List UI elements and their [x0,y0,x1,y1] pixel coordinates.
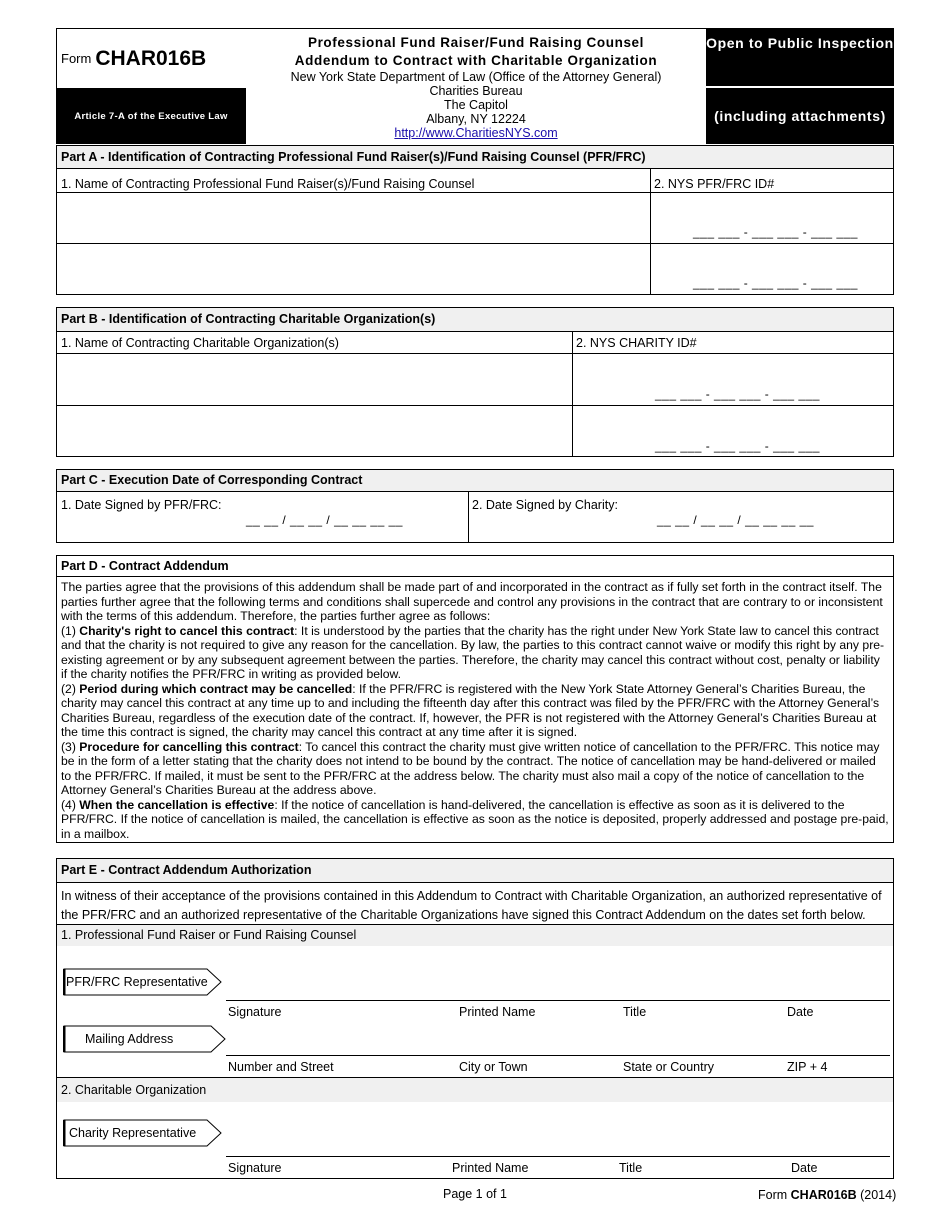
clause-2: (2) Period during which contract may be cancelled: If the PFR/FRC is registered with the New York State Attorney General’s Charities Bureau, the charity may cancel this contract at any time up to and including the fifteenth day after this contract was filed by the PFR/FRC with the Attorney General’s Charities Bureau, regardless of the execution date of the contract. If, however, the PFR is not registered with the Attorney General’s Charities Bureau at the time this contract is signed, the charity may cancel this contract at any time after it is signed. [61,681,880,739]
charity-signature-label: Signature [228,1161,282,1175]
pfr-name-field-1[interactable] [57,193,650,243]
part-b-heading: Part B - Identification of Contracting Charitable Organization(s) [57,308,893,332]
clause-4: (4) When the cancellation is effective: If the notice of cancellation is hand-delivered, the cancellation is effective as soon as it is delivered to the PFR/FRC. If the notice of cancellation is mailed, the cancellation is effective as soon as the notice is deposited, properly addressed and postage pre-paid, in a mailbox. [61,797,889,841]
pfr-name-field-2[interactable] [57,244,650,294]
charities-website-link[interactable]: http://www.CharitiesNYS.com [394,126,558,140]
part-e-heading: Part E - Contract Addendum Authorization [57,859,893,883]
form-id: CHAR016B [95,46,207,70]
svg-text:Mailing Address: Mailing Address [85,1032,174,1046]
addendum-text [57,577,893,844]
part-e-section [56,858,894,1179]
city-label: City or Town [459,1060,528,1074]
charity-representative-tag [63,1119,223,1147]
charity-name-field-1[interactable] [57,354,572,405]
charity-signature-line[interactable] [226,1156,890,1157]
part-c-heading: Part C - Execution Date of Corresponding Contract [57,470,893,492]
pfr-date-label-e: Date [787,1005,814,1019]
pfr-date-field[interactable]: __ __ / __ __ / __ __ __ __ [246,513,403,527]
open-public-label: Open to Public Inspection [706,28,894,86]
pfr-signature-label: Signature [228,1005,282,1019]
clause-1-title: Charity's right to cancel this contract [79,623,295,638]
pfr-signature-line[interactable] [226,1000,890,1001]
charity-id-field-1[interactable]: ___ ___ - ___ ___ - ___ ___ [655,387,820,401]
part-b-name-label: 1. Name of Contracting Charitable Organization(s) [61,336,339,350]
charity-date-field[interactable]: __ __ / __ __ / __ __ __ __ [657,513,814,527]
form-id-box [56,28,246,88]
part-c-section [56,469,894,543]
part-a-section [56,145,894,295]
state-label: State or Country [623,1060,715,1074]
charity-subsection-heading: 2. Charitable Organization [57,1078,893,1102]
building-name: The Capitol [444,98,508,112]
svg-text:Charity Representative: Charity Representative [69,1126,197,1140]
pfr-representative-tag [63,968,223,996]
page-number: Page 1 of 1 [443,1187,507,1201]
form-title-line1: Professional Fund Raiser/Fund Raising Counsel [307,35,645,50]
clause-1: (1) Charity's right to cancel this contract: It is understood by the parties that the charity has the right under New York State law to cancel this contract and that the charity is not required to give any reason for the cancellation. By law, the parties to this contract cannot waive or modify this right by any pre-existing agreement or by any subsequent agreement between the parties. Therefore, the charity may cancel this contract without cost, penalty or liability if the charity notifies the PFR/FRC in writing as provided below. [61,623,885,681]
charity-printed-name-label: Printed Name [452,1161,529,1175]
charity-date-label: 2. Date Signed by Charity: [472,498,618,512]
dept-name: New York State Department of Law (Office of the Attorney General) [290,70,662,84]
charity-id-field-2[interactable]: ___ ___ - ___ ___ - ___ ___ [655,439,820,453]
clause-4-title: When the cancellation is effective [79,797,275,812]
pfr-id-field-1[interactable]: ___ ___ - ___ ___ - ___ ___ [693,225,858,239]
attachments-label: (including attachments) [706,88,894,144]
form-prefix: Form [61,51,92,66]
part-a-name-label: 1. Name of Contracting Professional Fund Raiser(s)/Fund Raising Counsel [61,177,475,191]
pfr-subsection-heading: 1. Professional Fund Raiser or Fund Raising Counsel [57,925,893,946]
part-e-intro: In witness of their acceptance of the provisions contained in this Addendum to Contract with Charitable Organization, an authorized representative of the PFR/FRC and an authorized representative of the Charitable Organizations have signed this Contract Addendum on the dates set forth below. [61,889,882,922]
clause-3: (3) Procedure for cancelling this contract: To cancel this contract the charity must give written notice of cancellation to the PFR/FRC. This notice may be in the form of a letter stating that the charity does not intend to be bound by the contract. The notice of cancellation may be hand-delivered or mailed to the PFR/FRC. If mailed, it must be sent to the PFR/FRC at the address below. The charity must also mail a copy of the notice of cancellation to the Attorney General’s Charities Bureau at the address above. [61,739,880,797]
pfr-printed-name-label: Printed Name [459,1005,536,1019]
part-d-section [56,555,894,843]
pfr-id-field-2[interactable]: ___ ___ - ___ ___ - ___ ___ [693,276,858,290]
city-name: Albany, NY 12224 [426,112,526,126]
part-b-section [56,307,894,457]
bureau-name: Charities Bureau [429,84,523,98]
part-a-id-label: 2. NYS PFR/FRC ID# [654,177,775,191]
clause-2-title: Period during which contract may be cancelled [79,681,353,696]
svg-text:PFR/FRC Representative: PFR/FRC Representative [66,975,208,989]
street-label: Number and Street [228,1060,334,1074]
pfr-date-label: 1. Date Signed by PFR/FRC: [61,498,222,512]
article-label: Article 7-A of the Executive Law [56,88,246,144]
part-b-id-label: 2. NYS CHARITY ID# [576,336,697,350]
header-title-block [246,28,706,145]
mailing-address-tag [63,1025,228,1053]
part-a-heading: Part A - Identification of Contracting Professional Fund Raiser(s)/Fund Raising Counsel (PFR/FRC) [57,145,893,169]
charity-title-label: Title [619,1161,643,1175]
part-d-heading: Part D - Contract Addendum [57,556,893,577]
charity-date-label-e: Date [791,1161,818,1175]
addendum-intro: The parties agree that the provisions of this addendum shall be made part of and incorporated in the contract as if fully set forth in the contract itself. The parties further agree that the following terms and conditions shall supercede and control any provisions in the contract that are contrary to or inconsistent with the terms of this addendum. Therefore, the parties further agree as follows: [61,580,883,623]
pfr-address-line[interactable] [226,1055,890,1056]
pfr-title-label: Title [623,1005,647,1019]
zip-label: ZIP + 4 [787,1060,828,1074]
footer-form-id: Form CHAR016B (2014) [758,1188,897,1202]
charity-name-field-2[interactable] [57,406,572,456]
clause-3-title: Procedure for cancelling this contract [79,739,299,754]
form-title-line2: Addendum to Contract with Charitable Organization [294,53,658,68]
